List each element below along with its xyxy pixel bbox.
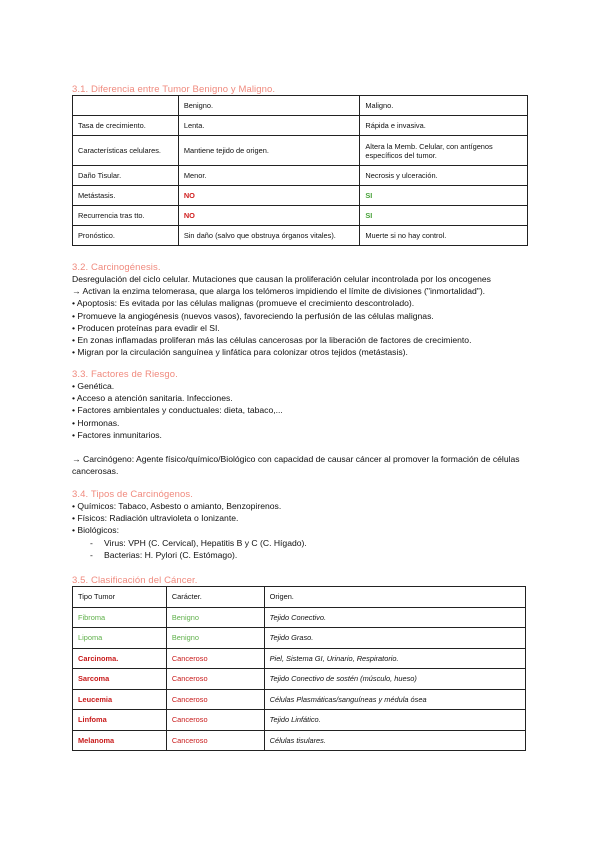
list-item: • Genética.	[72, 381, 115, 391]
list-item: • Químicos: Tabaco, Asbesto o amianto, Benzopirenos.	[72, 501, 282, 511]
table-cell: Maligno.	[360, 96, 528, 116]
sub-item-text: Bacterias: H. Pylori (C. Estómago).	[104, 549, 238, 560]
table-cell: Carcinoma.	[73, 648, 167, 669]
table-row	[73, 166, 528, 186]
table-cell: Tasa de crecimiento.	[73, 116, 179, 136]
table-cell: Linfoma	[73, 710, 167, 731]
table-cell: Leucemia	[73, 689, 167, 710]
table-cell: Carácter.	[166, 587, 264, 608]
list-item: • Factores ambientales y conductuales: dieta, tabaco,...	[72, 405, 283, 416]
table-cell: Canceroso	[166, 648, 264, 669]
table-cell: Sarcoma	[73, 669, 167, 690]
table-cell: Mantiene tejido de origen.	[178, 136, 360, 166]
table-cell: Recurrencia tras tto.	[73, 206, 179, 226]
text-line: • Producen proteínas para evadir el SI.	[72, 322, 220, 333]
table-header-row	[73, 96, 528, 116]
section-heading-3-2: 3.2. Carcinogénesis.	[72, 262, 161, 273]
list-item: • Acceso a atención sanitaria. Infecciones.	[72, 393, 233, 404]
table-cell: Células Plasmáticas/sanguíneas y médula ósea	[264, 689, 525, 710]
table-row	[73, 607, 526, 628]
table-cell: Tejido Conectivo.	[264, 607, 525, 628]
table-row	[73, 710, 526, 731]
table-cell: Muerte si no hay control.	[360, 226, 528, 246]
table-cell: Rápida e invasiva.	[360, 116, 528, 136]
sub-item-text: Virus: VPH (C. Cervical), Hepatitis B y C (C. Hígado).	[104, 537, 307, 548]
table-cell: Células tisulares.	[264, 730, 525, 751]
dash-marker: -	[90, 537, 93, 548]
table-cell: Lipoma	[73, 628, 167, 649]
list-item: • Hormonas.	[72, 417, 120, 428]
table-cell: Benigno.	[178, 96, 360, 116]
table-cell: Características celulares.	[73, 136, 179, 166]
table-row	[73, 136, 528, 166]
table-cell: Menor.	[178, 166, 360, 186]
section-heading-3-1: 3.1. Diferencia entre Tumor Benigno y Maligno.	[72, 84, 276, 95]
table-cell: Fibroma	[73, 607, 167, 628]
list-item: • Biológicos:	[72, 525, 119, 536]
text-line: • Promueve la angiogénesis (nuevos vasos), favoreciendo la perfusión de las células malignas.	[72, 310, 434, 321]
table-row	[73, 116, 528, 136]
table-cell: Tejido Graso.	[264, 628, 525, 649]
table-row	[73, 730, 526, 751]
section-heading-3-4: 3.4. Tipos de Carcinógenos.	[72, 489, 193, 500]
table-cell-no: NO	[178, 206, 360, 226]
table-cell: Lenta.	[178, 116, 360, 136]
table-cell: Melanoma	[73, 730, 167, 751]
section-heading-3-3: 3.3. Factores de Riesgo.	[72, 369, 178, 380]
carcinogen-definition	[72, 453, 524, 477]
table-cell: Piel, Sistema GI, Urinario, Respiratorio.	[264, 648, 525, 669]
list-item: • Físicos: Radiación ultravioleta o Ionizante.	[72, 513, 239, 524]
table-cell: Tipo Tumor	[73, 587, 167, 608]
table-row	[73, 206, 528, 226]
table-row	[73, 226, 528, 246]
text-line: Desregulación del ciclo celular. Mutaciones que causan la proliferación celular incontrolada por los oncogenes	[72, 274, 491, 284]
text-line: • Migran por la circulación sanguínea y linfática para colonizar otros tejidos (metástasis).	[72, 347, 408, 358]
table-cell: Benigno	[166, 607, 264, 628]
dash-marker: -	[90, 549, 93, 560]
table-cell: Canceroso	[166, 689, 264, 710]
sub-list-item	[72, 549, 532, 561]
carcinogenesis-text	[72, 273, 532, 358]
table-cell: Tejido Linfático.	[264, 710, 525, 731]
table-header-row	[73, 587, 526, 608]
table-cell: Daño Tisular.	[73, 166, 179, 186]
cancer-classification-table	[72, 586, 526, 751]
sub-list-item	[72, 537, 532, 549]
table-cell	[73, 96, 179, 116]
table-cell-no: NO	[178, 186, 360, 206]
table-cell: Altera la Memb. Celular, con antígenos específicos del tumor.	[360, 136, 528, 166]
table-cell: Canceroso	[166, 710, 264, 731]
table-cell: Origen.	[264, 587, 525, 608]
carcinogen-types-list	[72, 500, 532, 561]
table-cell: Canceroso	[166, 730, 264, 751]
text-line: → Activan la enzima telomerasa, que alarga los telómeros impidiendo el límite de divisiones ("inmortalidad").	[72, 286, 486, 297]
table-cell: Pronóstico.	[73, 226, 179, 246]
section-heading-3-5: 3.5. Clasificación del Cáncer.	[72, 575, 198, 586]
text-line: • En zonas inflamadas proliferan más las células cancerosas por la liberación de factores de crecimiento.	[72, 335, 472, 346]
table-cell: Sin daño (salvo que obstruya órganos vitales).	[178, 226, 360, 246]
table-row	[73, 186, 528, 206]
table-row	[73, 669, 526, 690]
text-line: • Apoptosis: Es evitada por las células malignas (promueve el crecimiento descontrolado).	[72, 298, 415, 309]
risk-factors-list	[72, 380, 532, 441]
table-row	[73, 648, 526, 669]
benign-malignant-table	[72, 95, 528, 246]
list-item: • Factores inmunitarios.	[72, 429, 162, 440]
table-cell-si: SI	[360, 186, 528, 206]
table-cell: Necrosis y ulceración.	[360, 166, 528, 186]
definition-text: → Carcinógeno: Agente físico/químico/Biológico con capacidad de causar cáncer al promover la formación de células cancerosas.	[72, 454, 520, 477]
table-cell-si: SI	[360, 206, 528, 226]
table-row	[73, 689, 526, 710]
table-row	[73, 628, 526, 649]
table-cell: Benigno	[166, 628, 264, 649]
table-cell: Tejido Conectivo de sostén (músculo, hueso)	[264, 669, 525, 690]
table-cell: Metástasis.	[73, 186, 179, 206]
table-cell: Canceroso	[166, 669, 264, 690]
